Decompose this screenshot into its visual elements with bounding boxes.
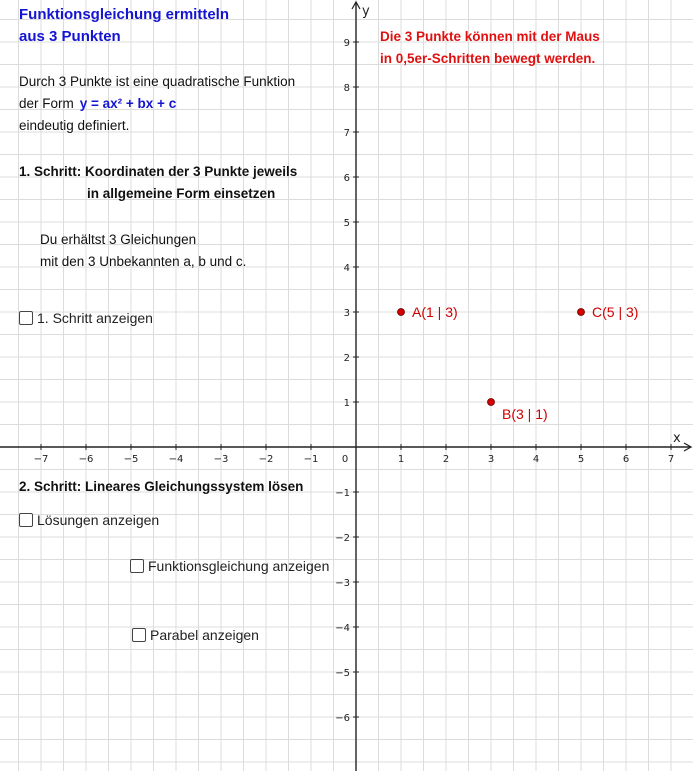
formula: y = ax² + bx + c: [79, 96, 177, 111]
point-label-c: C(5 | 3): [592, 304, 639, 320]
x-tick-label: 1: [397, 454, 405, 465]
x-tick-label: −2: [258, 454, 274, 465]
checkbox-parabola[interactable]: Parabel anzeigen: [132, 627, 259, 643]
y-tick-label: 3: [343, 308, 350, 319]
x-tick-label: 5: [577, 454, 585, 465]
y-tick-label: 7: [343, 128, 350, 139]
checkbox-box[interactable]: [130, 559, 144, 573]
step1-text: Du erhältst 3 Gleichungen mit den 3 Unbekannten a, b und c.: [40, 232, 247, 269]
y-tick-label: −1: [335, 488, 350, 499]
x-tick-label: −6: [78, 454, 94, 465]
checkbox-function-equation[interactable]: Funktionsgleichung anzeigen: [130, 558, 329, 574]
point-label-b: B(3 | 1): [502, 406, 548, 422]
point-b[interactable]: [488, 399, 495, 406]
x-tick-label: −4: [168, 454, 184, 465]
y-tick-label: 6: [343, 173, 350, 184]
point-label-a: A(1 | 3): [412, 304, 458, 320]
x-tick-label: −3: [213, 454, 229, 465]
x-tick-label: 2: [442, 454, 450, 465]
y-tick-label: 8: [343, 83, 350, 94]
y-tick-label: −4: [335, 623, 350, 634]
point-c[interactable]: [578, 309, 585, 316]
checkbox-step1[interactable]: 1. Schritt anzeigen: [19, 310, 153, 326]
step1-heading: 1. Schritt: Koordinaten der 3 Punkte jeweils in allgemeine Form einsetzen: [19, 164, 298, 201]
point-a[interactable]: [398, 309, 405, 316]
y-tick-label: −3: [335, 578, 350, 589]
step2-heading: 2. Schritt: Lineares Gleichungssystem lösen: [19, 479, 304, 494]
intro-text: Durch 3 Punkte ist eine quadratische Funktion der Form y = ax² + bx + c eindeutig definiert.: [19, 74, 296, 133]
checkbox-box[interactable]: [19, 311, 33, 325]
y-tick-label: −6: [335, 713, 350, 724]
x-tick-label: 7: [667, 454, 675, 465]
x-tick-label: −1: [303, 454, 319, 465]
y-tick-label: 1: [343, 398, 350, 409]
y-tick-label: 5: [343, 218, 350, 229]
y-tick-label: −5: [335, 668, 350, 679]
x-tick-label: 4: [532, 454, 540, 465]
checkbox-box[interactable]: [19, 513, 33, 527]
x-tick-label: 0: [341, 454, 349, 465]
y-tick-label: −2: [335, 533, 350, 544]
hint-text: Die 3 Punkte können mit der Maus in 0,5er-Schritten bewegt werden.: [380, 29, 600, 66]
x-tick-label: −7: [33, 454, 49, 465]
page-title: Funktionsgleichung ermitteln aus 3 Punkten: [19, 6, 230, 45]
y-tick-label: 4: [343, 263, 350, 274]
checkbox-solutions[interactable]: Lösungen anzeigen: [19, 512, 159, 528]
y-axis-label: y: [362, 4, 370, 19]
tick-labels: [34, 38, 675, 724]
y-tick-label: 2: [343, 353, 350, 364]
y-tick-label: 9: [343, 38, 350, 49]
checkbox-box[interactable]: [132, 628, 146, 642]
x-tick-label: −5: [123, 454, 139, 465]
x-tick-label: 6: [622, 454, 630, 465]
x-tick-label: 3: [487, 454, 495, 465]
x-axis-label: x: [673, 431, 681, 446]
